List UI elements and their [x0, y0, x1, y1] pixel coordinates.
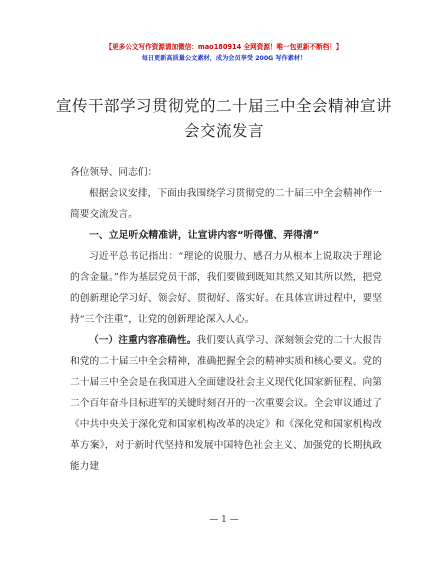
section-heading-1: 一、立足听众精准讲，让宣讲内容“听得懂、弄得清” [89, 230, 320, 241]
paragraph-1: 习近平总书记指出：“理论的说服力、感召力从根本上说取决于理论的含金量。”作为基层党员干部，我们要做到既知其然又知其所以然，把党的创新理论学习好、领会好、贯彻好、落实好。在具体宣讲过程中，要坚持“三个注重”，让党的创新理论深入人心。 [70, 251, 382, 325]
document-body [70, 162, 382, 477]
promo-banner-line1: 【更多公文写作资源请加微信：mao180914 全网资源！唯一包更新不断档！】 [105, 43, 343, 51]
promo-banner-line2: 每日更新高质量公文素材，成为会员享受 200G 写作素材！ [141, 55, 307, 62]
salutation: 各位领导、同志们： [70, 167, 158, 178]
document-title: 宣传干部学习贯彻党的二十届三中全会精神宣讲会交流发言 [55, 97, 392, 140]
page-number: — 1 — [209, 515, 239, 525]
subsection-label: （一）注重内容准确性。 [89, 335, 197, 346]
paragraph-2 [70, 330, 382, 477]
subsection-text: 我们要认真学习、深刻领会党的二十大报告和党的二十届三中全会精神，准确把握全会的精神实质和核心要义。党的二十届三中全会是在我国进入全面建设社会主义现代化国家新征程、向第二个百年奋斗目标进军的关键时刻召开的一次重要会议。全会审议通过了《中共中央关于深化党和国家机构改革的决定》和《深化党和国家机构改革方案》，对于新时代坚持和发展中国特色社会主义、加强党的长期执政能力建 [70, 335, 383, 472]
intro-paragraph: 根据会议安排，下面由我围绕学习贯彻党的二十届三中全会精神作一简要交流发言。 [70, 188, 382, 220]
